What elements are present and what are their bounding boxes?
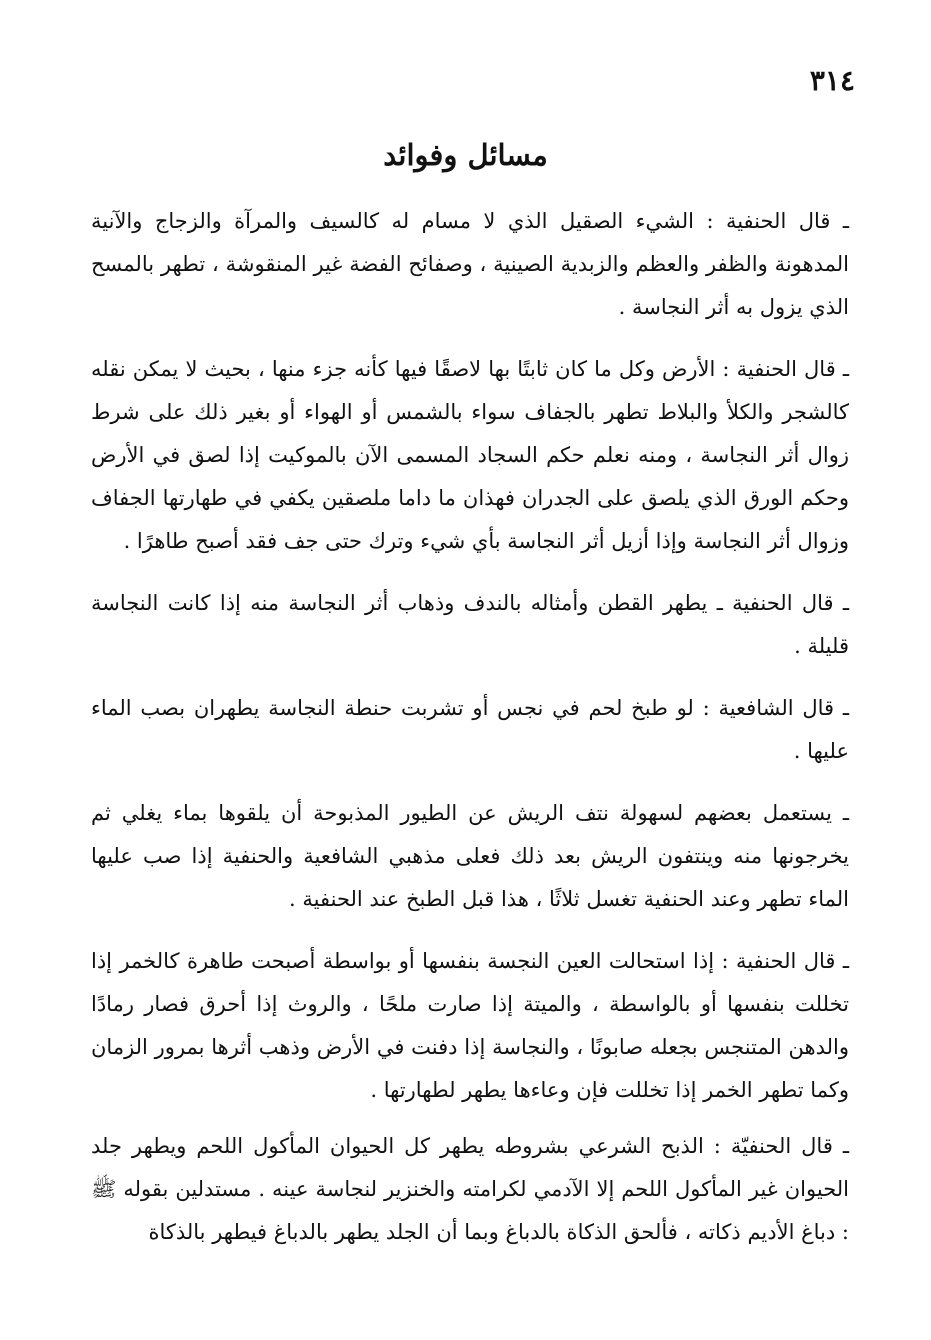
page-number: ٣١٤ [809, 64, 855, 97]
paragraph-slaughter: ـ قال الحنفيّة : الذبح الشرعي بشروطه يطهر كل الحيوان المأكول اللحم ويطهر جلد الحيوان غير المأكول اللحم إلا الآدمي لكرامته والخنزير لنجاسة عينه . مستدلين بقوله ﷺ : دباغ الأديم ذكاته ، فألحق الذكاة بالدباغ وبما أن الجلد يطهر بالدباغ فيطهر بالذكاة [91, 1134, 849, 1244]
paragraph-polished-items: ـ قال الحنفية : الشيء الصقيل الذي لا مسام له كالسيف والمرآة والزجاج والآنية المدهونة والظفر والعظم والزبدية الصينية ، وصفائح الفضة غير المنقوشة ، تطهر بالمسح الذي يزول به أثر النجاسة . [91, 209, 849, 319]
paragraph-cotton: ـ قال الحنفية ـ يطهر القطن وأمثاله بالندف وذهاب أثر النجاسة منه إذا كانت النجاسة قليلة . [91, 591, 849, 658]
paragraph-transformation: ـ قال الحنفية : إذا استحالت العين النجسة بنفسها أو بواسطة أصبحت طاهرة كالخمر إذا تخللت بنفسها أو بالواسطة ، والميتة إذا صارت ملحًا ، والروث إذا أحرق فصار رمادًا والدهن المتنجس بجعله صابونًا ، والنجاسة إذا دفنت في الأرض وذهب أثرها بمرور الزمان وكما تطهر الخمر إذا تخللت فإن وعاءها يطهر لطهارتها . [91, 949, 849, 1102]
paragraph-ground-drying: ـ قال الحنفية : الأرض وكل ما كان ثابتًا بها لاصقًا فيها كأنه جزء منها ، بحيث لا يمكن نقله كالشجر والكلأ والبلاط تطهر بالجفاف سواء بالشمس أو الهواء أو بغير ذلك على شرط زوال أثر النجاسة ، ومنه نعلم حكم السجاد المسمى الآن بالموكيت إذا لصق في الأرض وحكم الورق الذي يلصق على الجدران فهذان ما داما ملصقين يكفي في طهارتها الجفاف وزوال أثر النجاسة وإذا أزيل أثر النجاسة بأي شيء وترك حتى جف فقد أصبح طاهرًا . [91, 357, 849, 553]
body-text [91, 200, 849, 1273]
paragraph-cooked-meat: ـ قال الشافعية : لو طبخ لحم في نجس أو تشربت حنطة النجاسة يطهران بصب الماء عليها . [91, 696, 849, 763]
paragraph-feathers: ـ يستعمل بعضهم لسهولة نتف الريش عن الطيور المذبوحة أن يلقوها بماء يغلي ثم يخرجونها منه وينتفون الريش بعد ذلك فعلى مذهبي الشافعية والحنفية إذا صب عليها الماء تطهر وعند الحنفية تغسل ثلاثًا ، هذا قبل الطبخ عند الحنفية . [91, 801, 849, 911]
section-title: مسائل وفوائد [383, 138, 548, 172]
